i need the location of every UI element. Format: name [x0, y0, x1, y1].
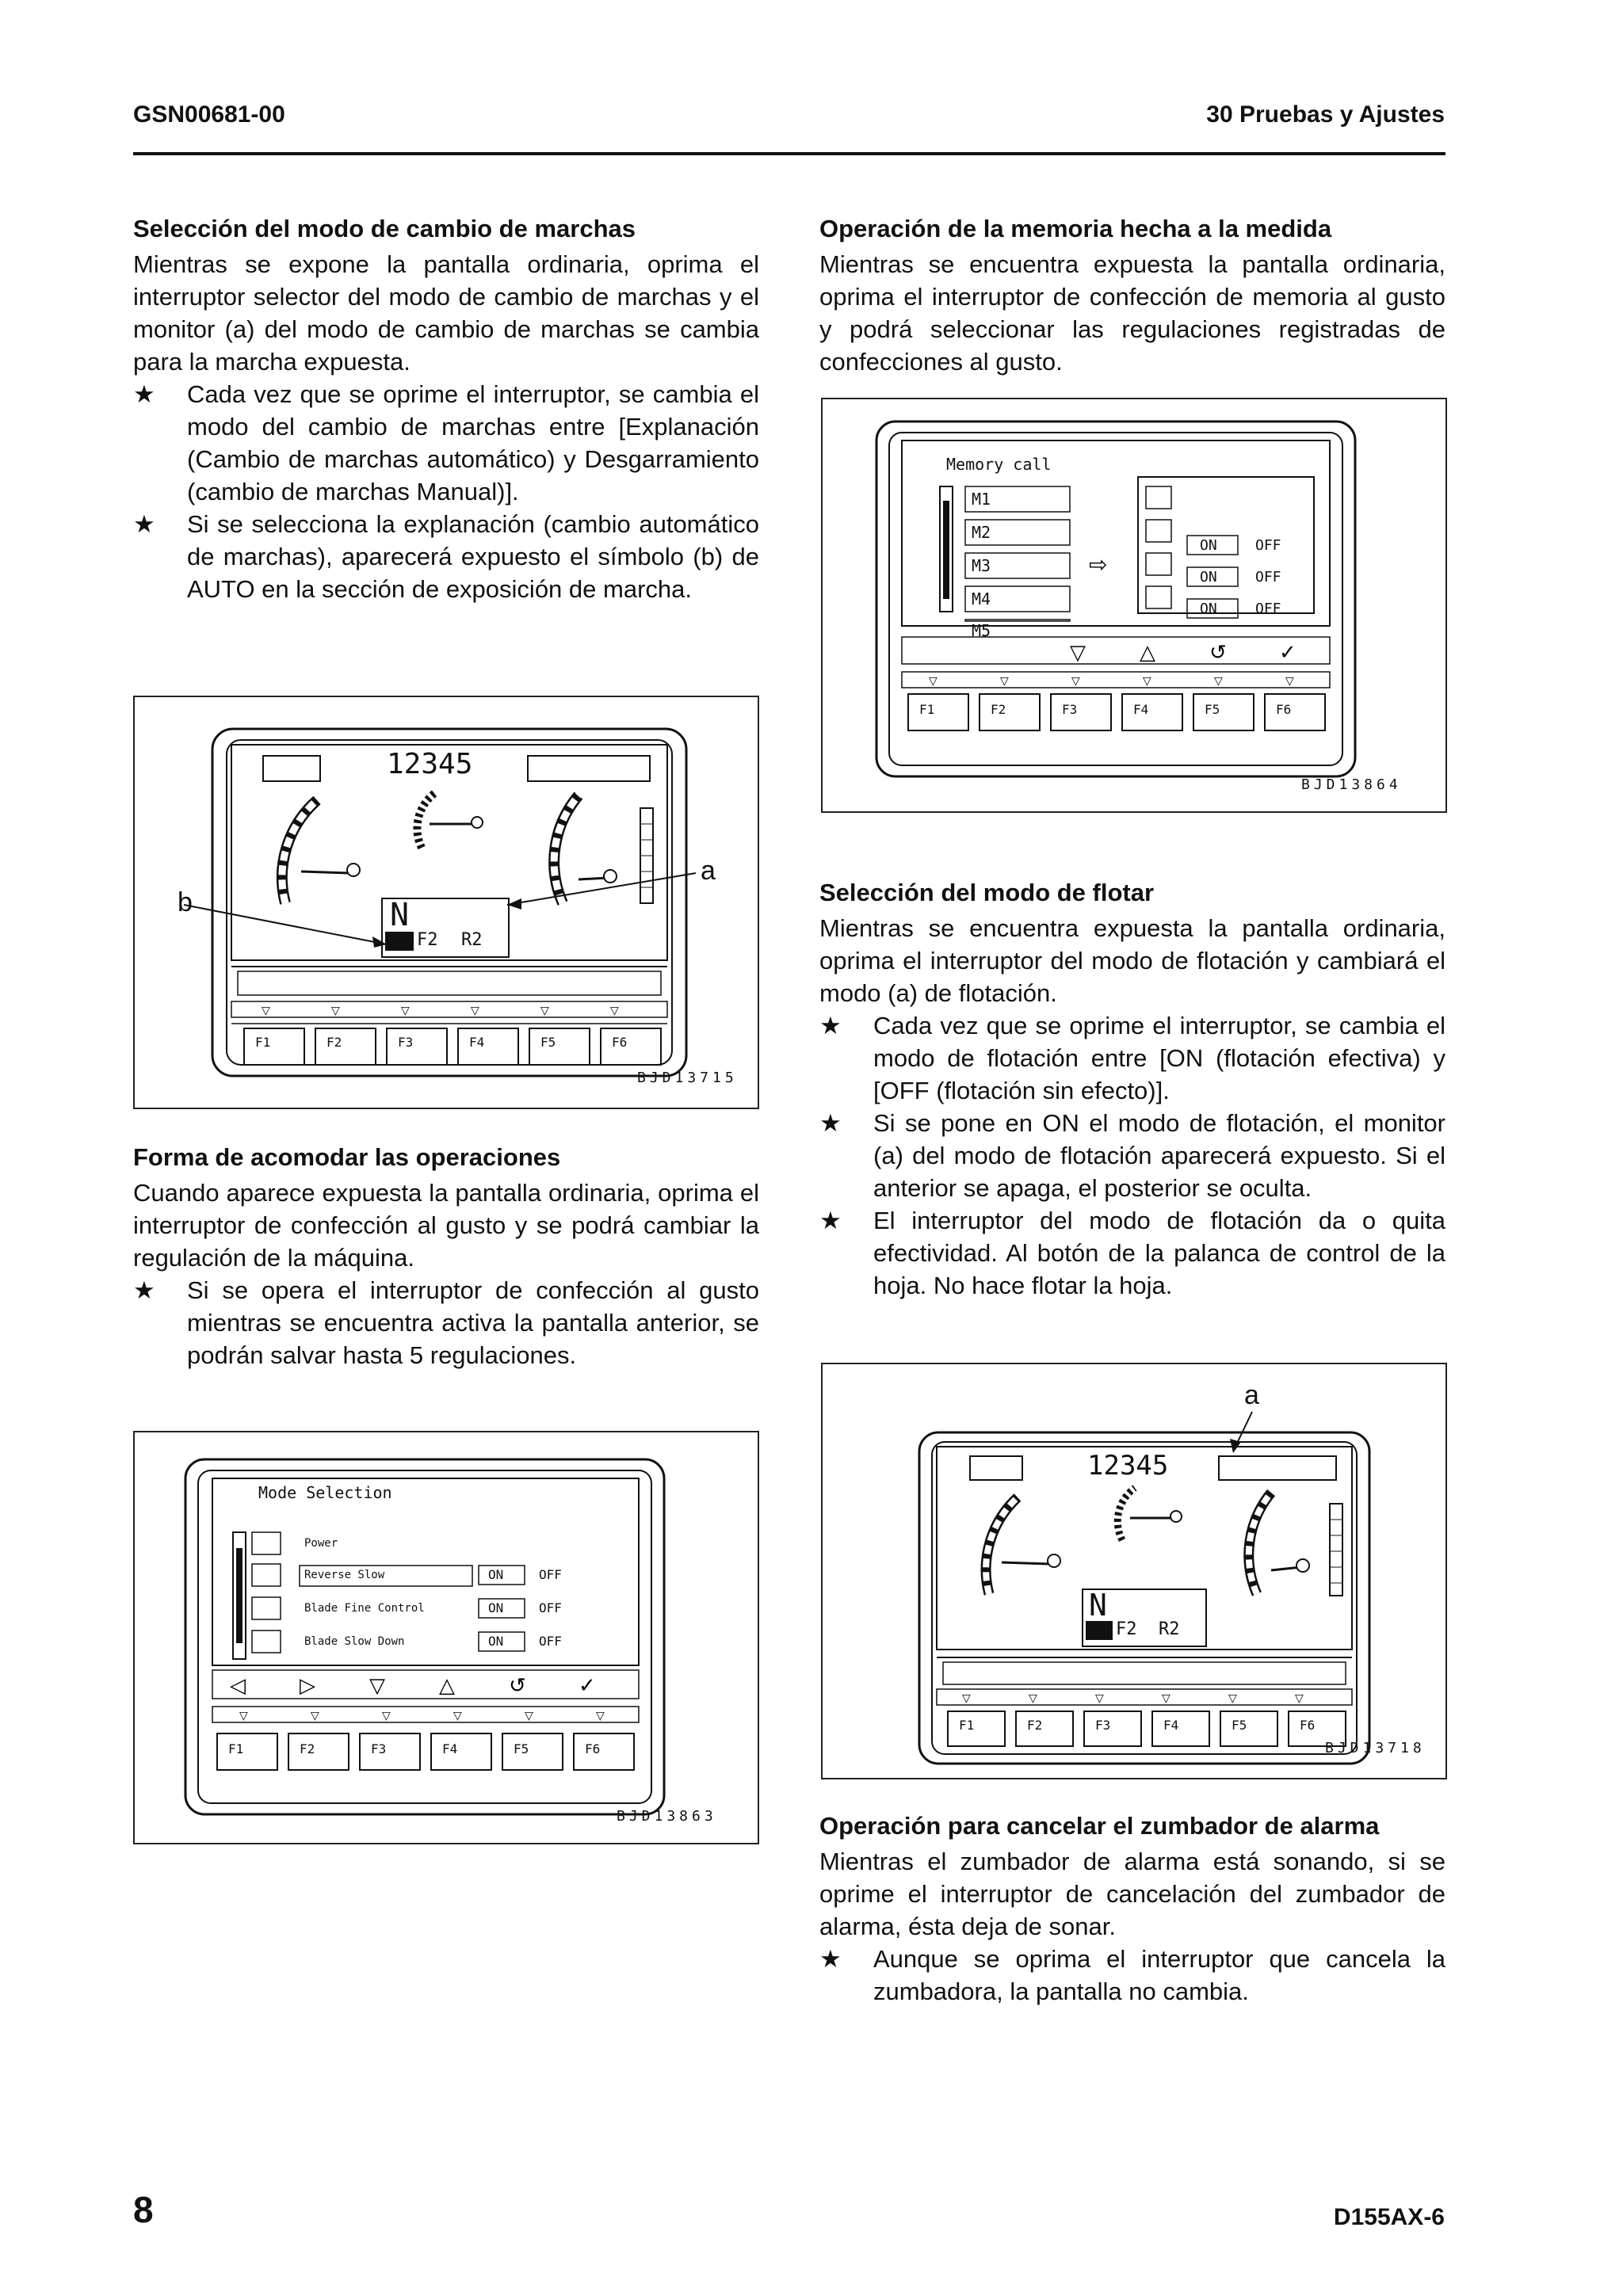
svg-text:▽: ▽ — [540, 1005, 549, 1017]
section-body: Mientras se expone la pantalla ordinaria, oprima el interruptor selector del modo de cambio de marchas y el monitor (a) del modo de cambio de marchas se cambia para la marcha expuesta. — [133, 250, 759, 376]
star-icon: ★ — [133, 380, 155, 408]
svg-text:▽: ▽ — [610, 1005, 619, 1017]
section-float-mode — [819, 876, 1445, 1302]
mode-row-label: Reverse Slow — [304, 1569, 385, 1581]
on-option: ON — [488, 1567, 504, 1582]
mode-row-label: Power — [304, 1537, 338, 1550]
f3-key-label: F3 — [398, 1035, 414, 1050]
svg-text:▽: ▽ — [331, 1005, 340, 1017]
svg-text:▽: ▽ — [596, 1710, 605, 1722]
section-heading: Forma de acomodar las operaciones — [133, 1143, 561, 1171]
model-code: D155AX-6 — [1333, 2204, 1445, 2230]
svg-text:▽: ▽ — [239, 1710, 248, 1722]
section-body: Mientras el zumbador de alarma está sonando, si se oprime el interruptor de cancelación del zumbador de alarma, ésta deja de sonar. — [819, 1848, 1445, 1940]
f2-key-label: F2 — [991, 702, 1006, 717]
on-option: ON — [488, 1600, 504, 1615]
figure-code: BJD13718 — [1325, 1740, 1426, 1756]
f4-key-label: F4 — [442, 1741, 458, 1756]
f1-key-label: F1 — [255, 1035, 271, 1050]
svg-text:▽: ▽ — [1070, 641, 1086, 665]
bullet-item: ★ Aunque se oprima el interruptor que cancela la zumbadora, la pantalla no cambia. — [819, 1943, 1445, 2008]
bullet-item: ★ El interruptor del modo de flotación da o quita efectividad. Al botón de la palanca de control de la hoja. No hace flotar la hoja. — [819, 1204, 1445, 1302]
svg-text:▽: ▽ — [1029, 1692, 1037, 1705]
f2-key-label: F2 — [300, 1741, 315, 1756]
shift-forward: F2 — [417, 930, 438, 950]
section-body: Cuando aparece expuesta la pantalla ordinaria, oprima el interruptor de confección al gusto y se podrá cambiar la regulación de la máquina. — [133, 1179, 759, 1272]
section-heading: Operación de la memoria hecha a la medida — [819, 215, 1332, 242]
gear-indicator: N — [390, 897, 410, 933]
mode-row-label: Blade Fine Control — [304, 1602, 425, 1615]
f3-key-label: F3 — [1062, 702, 1078, 717]
f6-key-label: F6 — [612, 1035, 628, 1050]
on-option: ON — [1200, 569, 1217, 585]
svg-text:▽: ▽ — [1143, 675, 1151, 688]
memory-slot: M3 — [972, 556, 991, 575]
f3-key-label: F3 — [371, 1741, 387, 1756]
svg-text:▽: ▽ — [962, 1692, 971, 1705]
f1-key-label: F1 — [959, 1718, 975, 1733]
shift-reverse: R2 — [1159, 1619, 1180, 1639]
f4-key-label: F4 — [1163, 1718, 1179, 1733]
svg-text:▽: ▽ — [1000, 675, 1009, 688]
svg-text:↺: ↺ — [509, 1674, 526, 1698]
off-option: OFF — [1255, 537, 1281, 554]
svg-text:▽: ▽ — [1162, 1692, 1170, 1705]
figure-code: BJD13715 — [637, 1070, 738, 1086]
on-option: ON — [1200, 601, 1217, 617]
off-option: OFF — [539, 1567, 562, 1582]
svg-text:▽: ▽ — [1214, 675, 1223, 688]
svg-text:▽: ▽ — [1228, 1692, 1237, 1705]
mode-row-label: Blade Slow Down — [304, 1635, 405, 1648]
off-option: OFF — [1255, 601, 1281, 617]
on-option: ON — [1200, 537, 1217, 554]
figure-monitor-float-mode — [821, 1363, 1447, 1779]
memory-slot: M1 — [972, 490, 991, 509]
shift-reverse: R2 — [461, 930, 483, 950]
svg-text:▽: ▽ — [1095, 1692, 1104, 1705]
section-alarm-buzzer-cancel — [819, 1810, 1445, 2008]
monitor-illustration — [823, 399, 1445, 811]
svg-text:✓: ✓ — [1279, 641, 1296, 665]
svg-text:▽: ▽ — [311, 1710, 319, 1722]
svg-text:✓: ✓ — [579, 1674, 596, 1698]
section-heading: Selección del modo de flotar — [819, 879, 1155, 906]
svg-text:▽: ▽ — [382, 1710, 391, 1722]
f6-key-label: F6 — [1300, 1718, 1316, 1733]
star-icon: ★ — [819, 1012, 842, 1039]
f5-key-label: F5 — [514, 1741, 529, 1756]
figure-code: BJD13864 — [1301, 776, 1402, 793]
figure-mode-selection — [133, 1431, 759, 1844]
page-number: 8 — [133, 2189, 154, 2230]
svg-text:↺: ↺ — [1209, 641, 1227, 665]
svg-text:▽: ▽ — [262, 1005, 270, 1017]
star-icon: ★ — [819, 1109, 842, 1137]
off-option: OFF — [539, 1634, 562, 1649]
f1-key-label: F1 — [228, 1741, 244, 1756]
off-option: OFF — [539, 1600, 562, 1615]
section-heading: Selección del modo de cambio de marchas — [133, 215, 636, 242]
document-code: GSN00681-00 — [133, 101, 285, 128]
svg-text:▽: ▽ — [1285, 675, 1294, 688]
svg-text:▷: ▷ — [300, 1674, 315, 1698]
star-icon: ★ — [133, 510, 155, 538]
off-option: OFF — [1255, 569, 1281, 585]
section-heading: Operación para cancelar el zumbador de alarma — [819, 1812, 1380, 1840]
svg-text:▽: ▽ — [525, 1710, 533, 1722]
svg-text:△: △ — [439, 1674, 455, 1698]
callout-b: b — [178, 887, 193, 917]
f5-key-label: F5 — [540, 1035, 556, 1050]
bullet-item: ★ Cada vez que se oprime el interruptor, se cambia el modo del cambio de marchas entre [Explanación (Cambio de marchas automático) y Desgarramiento (cambio de marchas Manual)]. — [133, 378, 759, 508]
memory-slot: M2 — [972, 523, 991, 542]
svg-text:▽: ▽ — [471, 1005, 479, 1017]
f4-key-label: F4 — [469, 1035, 485, 1050]
f5-key-label: F5 — [1232, 1718, 1247, 1733]
f4-key-label: F4 — [1133, 702, 1149, 717]
star-icon: ★ — [819, 1945, 842, 1973]
bullet-item: ★ Si se opera el interruptor de confección al gusto mientras se encuentra activa la pantalla anterior, se podrán salvar hasta 5 regulaciones. — [133, 1274, 759, 1371]
svg-text:▽: ▽ — [1071, 675, 1080, 688]
service-meter-hours: 12345 — [387, 748, 473, 780]
f6-key-label: F6 — [1276, 702, 1292, 717]
memory-slot: M4 — [972, 589, 991, 608]
memory-slot: M5 — [972, 621, 991, 640]
f3-key-label: F3 — [1095, 1718, 1111, 1733]
figure-code: BJD13863 — [617, 1808, 717, 1825]
svg-text:▽: ▽ — [929, 675, 938, 688]
bullet-item: ★ Si se pone en ON el modo de flotación, el monitor (a) del modo de flotación aparecerá expuesto. Si el anterior se apaga, el posterior se oculta. — [819, 1107, 1445, 1204]
service-meter-hours: 12345 — [1087, 1450, 1169, 1482]
section-title: 30 Pruebas y Ajustes — [1206, 101, 1445, 128]
svg-text:▽: ▽ — [401, 1005, 410, 1017]
figure-monitor-gear-mode — [133, 696, 759, 1109]
on-option: ON — [488, 1634, 504, 1649]
bullet-item: ★ Cada vez que se oprime el interruptor, se cambia el modo de flotación entre [ON (flotación efectiva) y [OFF (flotación sin efecto)]. — [819, 1009, 1445, 1107]
svg-text:⇨: ⇨ — [1089, 551, 1108, 578]
monitor-illustration — [823, 1364, 1445, 1778]
svg-text:◁: ◁ — [230, 1674, 246, 1698]
callout-a: a — [701, 856, 716, 886]
header-rule — [133, 152, 1445, 155]
screen-title: Memory call — [946, 455, 1052, 474]
callout-a: a — [1244, 1380, 1259, 1410]
section-body: Mientras se encuentra expuesta la pantalla ordinaria, oprima el interruptor de confección de memoria al gusto y podrá seleccionar las regulaciones registradas de confecciones al gusto. — [819, 250, 1445, 376]
svg-text:▽: ▽ — [1295, 1692, 1304, 1705]
screen-title: Mode Selection — [258, 1483, 392, 1502]
f1-key-label: F1 — [919, 702, 935, 717]
f5-key-label: F5 — [1205, 702, 1220, 717]
section-gear-shift-mode — [133, 212, 759, 605]
figure-memory-call — [821, 398, 1447, 813]
star-icon: ★ — [133, 1276, 155, 1304]
bullet-item: ★ Si se selecciona la explanación (cambio automático de marchas), aparecerá expuesto el símbolo (b) de AUTO en la sección de exposición de marcha. — [133, 508, 759, 605]
section-body: Mientras se encuentra expuesta la pantalla ordinaria, oprima el interruptor del modo de flotación y cambiará el modo (a) de flotación. — [819, 914, 1445, 1007]
svg-text:△: △ — [1140, 641, 1155, 665]
f2-key-label: F2 — [1027, 1718, 1043, 1733]
svg-text:▽: ▽ — [369, 1674, 385, 1698]
shift-forward: F2 — [1116, 1619, 1137, 1639]
star-icon: ★ — [819, 1207, 842, 1234]
section-custom-operations — [133, 1141, 759, 1371]
f6-key-label: F6 — [585, 1741, 601, 1756]
svg-text:▽: ▽ — [453, 1710, 462, 1722]
f2-key-label: F2 — [327, 1035, 342, 1050]
gear-indicator: N — [1089, 1588, 1107, 1623]
section-custom-memory — [819, 212, 1445, 378]
monitor-illustration — [135, 1432, 758, 1843]
